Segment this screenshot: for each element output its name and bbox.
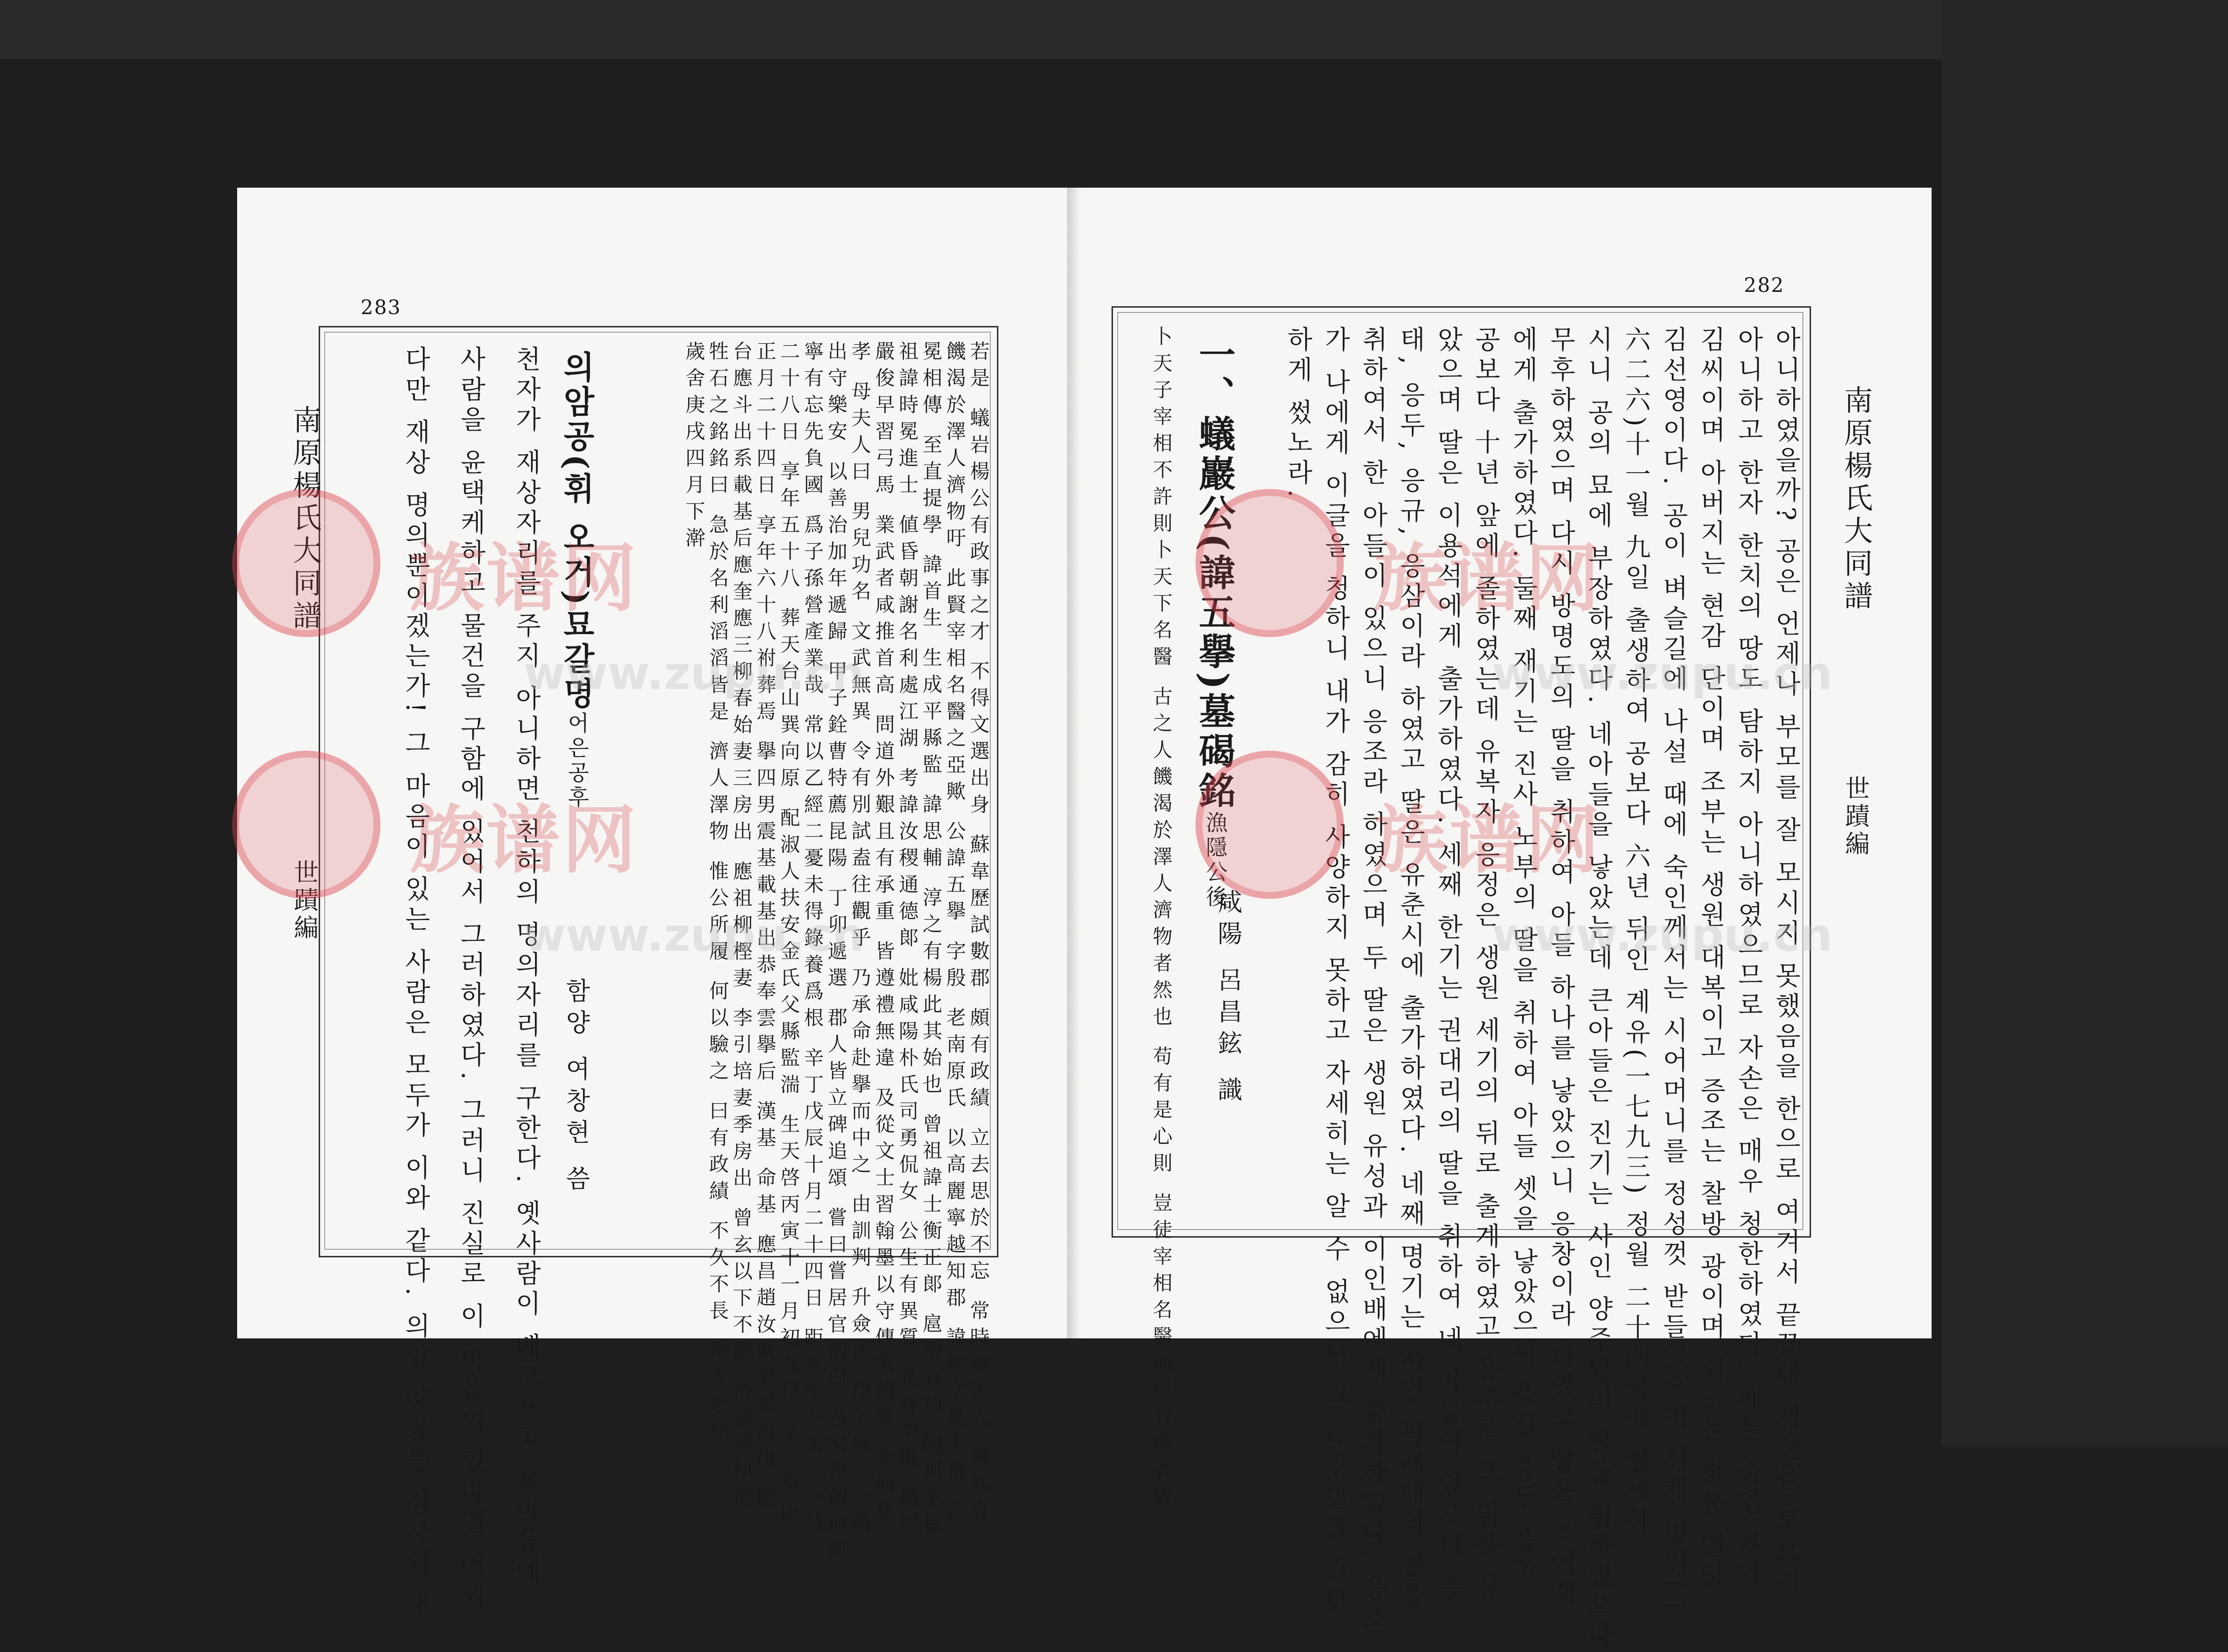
text-column: 孝 母夫人曰 男兒功名 文武無異 令有別試盍往觀乎 乃承命赴擧而中之 由訓判 升僉正 戊午以三公薦 [848,341,871,1540]
page-number: 282 [1744,274,1785,297]
text-column: 시니 공의 묘에 부장하였다. 네아들을 낳았는데 큰아들은 진기는 사인 양주남의 딸을 취하였으나 [1583,326,1612,1652]
watermark-seal [232,751,380,899]
text-column: 二十八日 享年五十八 葬天台山巽向原 配淑人扶安金氏父縣監湍 生天啓丙寅十一月初九日 卒于癸酉 [777,341,800,1527]
watermark-url: www.zupu.cn [524,909,865,962]
heading-subtitle: 漁隱公後 [1202,811,1227,910]
watermark-brand: 族谱网 [410,798,639,884]
text-column: 正月二十四日 享年六十八祔葬焉 擧四男震基載基出恭奉雲擧后 漢基 命基 應昌趙汝載妻長房出 應 [753,341,776,1514]
text-column: 에게 출가하였다. 둘째 재기는 진사 노부의 딸을 취하여 아들 셋을 낳았으니 응삼 응두 응조 [1508,326,1537,1587]
watermark-seal [1196,751,1344,899]
text-column: 牲石之銘銘曰 急於名利滔滔皆是 濟人澤物 惟公所履 何以驗之 曰有政績 不久不長 後人之惻 [706,341,729,1447]
text-column: 김씨이며 아버지는 현감 단이며 조부는 생원 대복이고 증조는 찰방 광이며 외조는 참봉 언양 [1695,326,1725,1592]
text-column: 았으며 딸은 이용석에게 출가하였다. 세째 한기는 권대리의 딸을 취하여 네 아들이 있으니 응 [1433,326,1462,1605]
hanja-text-block [622,341,990,1567]
running-title: 南原楊氏大同譜 [288,405,322,633]
text-column: 취하여서 한 아들이 있으니 응조라 하였으며 두 딸은 생원 유성과 이인배에게 출가하였다. 응조 [1358,326,1387,1635]
watermark-url: www.zupu.cn [1492,647,1833,700]
text-column: 천자가 재상자리를 주지 아니하면 천하의 명의자리를 구한다. 옛사람이 배고프고 목마름에 [511,346,540,1587]
scanner-background-left [0,0,2228,59]
text-column: 饑渴於澤人濟物吁 此賢宰相名醫之亞歟 公諱五擧 字殷 老南原氏 以高麗寧越知郡 諱敬文爲上祖 冠 [943,341,966,1527]
watermark-url: www.zupu.cn [1492,909,1833,962]
text-column: 태, 응두, 응규, 응삼이라 하였고 딸은 유춘시에 출가하였다. 네째 명기는 사인 곽재태의 딸을 [1395,326,1425,1612]
text-column: 若是 蟻岩楊公有政事之才 不得文選出身 蘇韋歷試數郡 頗有政績 立去思於不忘 常時與後人 稱其有 [967,341,990,1527]
signature: 함양 여창현 씀 [562,978,590,1197]
heading-number: 一、 [1193,336,1236,415]
text-column: 아니하고 한자 한치의 땅도 탐하지 아니하였으므로 자손은 매우 청한하였다. 배는 숙인 부안 [1733,326,1763,1592]
watermark-brand: 族谱网 [1373,536,1602,622]
text-column: 김선영이다. 공이 벼슬길에 나설 때에 숙인께서는 시어머니를 정성껏 받들었으며 천계 병인(一 [1658,326,1688,1624]
scanner-background-right [1941,0,2228,1447]
heading-title: 蟻巖公(諱五擧)墓碣銘 [1193,415,1236,811]
section-label: 世蹟編 [1841,775,1870,858]
left-page [237,188,1072,1622]
text-column: 冕相傳 至直提學 諱首生 生成平縣監 諱思輔 淳之有楊此其始也 曾祖諱士衡正郞 扈聖有功 贈都承旨 [919,341,942,1540]
text-column: 사람을 윤택케하고 물건을 구함에 있어서 그러하였다. 그러니 진실로 이 마음이 있다면 어찌 [455,346,485,1612]
watermark-seal [232,489,380,637]
text-column: 다만 재상 명의뿐이겠는가! 그 마음이 있는 사람은 모두가 이와 같다. 의암 양공은 정사의 재 [400,346,430,1622]
watermark-brand: 族谱网 [1373,798,1602,884]
section-label: 世蹟編 [290,859,319,942]
text-column: 가 나에게 이글을 청하니 내가 감히 사양하지 못하고 자세히는 알 수 없으나 그 대강만을 간단 [1320,326,1350,1617]
korean-text-block [1265,326,1800,1652]
watermark-seal [1196,489,1344,637]
watermark-url: www.zupu.cn [524,647,865,700]
text-column: 寧有忘先負國 爲子孫營產業哉 常以乙經二憂未得錄養爲根 辛丁戊辰十月二十四日 距其生辛未十一月 [801,341,824,1540]
korean-title-text: 의암공(휘 오거)묘갈명 [558,351,595,712]
signature: 咸陽 呂昌鉉 識 [1214,889,1242,1108]
text-column: 무후하였으며 다시 방명도의 딸을 취하여 아들 하나를 낳았으니 응창이라 하였고 딸은 조여재 [1545,326,1575,1610]
korean-subtitle: 어은공후 [564,711,589,810]
text-column: 하게 썼노라. [1282,326,1312,502]
hanja-text-column: 卜天子宰相不許則卜天下名醫 古之人饑渴於澤人濟物者然也 苟有是心則 豈徒宰相名醫而已有爲者皆 [1150,326,1172,1513]
watermark-brand: 族谱网 [410,536,639,622]
running-title: 南原楊氏大同譜 [1839,385,1873,613]
text-column: 祖諱時冕進士 値昏朝謝名利處江湖 考諱汝稷通德郞 妣咸陽朴氏司勇侃女 公生有異質 長身美髯 風姿 [896,341,918,1540]
text-column: 歲舍庚戌四月下澣 [682,341,705,554]
page-number: 283 [361,296,402,319]
text-column: 出守樂安 以善治加年遞歸 甲子銓曹特薦昆陽 丁卯遞選 郡人皆立碑追頌 嘗曰嘗居官淸白 吾家世傳遺風 [825,341,847,1567]
text-column: 六二六)十一월 九일 출생하여 공보다 六년 뒤인 계유(一七九三) 정월 二十四일에 별세하 [1620,326,1650,1537]
text-column: 嚴俊早習弓馬 業武者咸推首高 問道外艱且有承重 皆遵禮無違 及從文士習翰墨以守傳家緖業 奉偏慈 [872,341,895,1527]
text-column: 台應斗出系載基后應奎應三柳春始妻三房出 應祖柳樫妻 李引培妻季房出 曾玄以下不錄 後孫秉惲徵爲 [730,341,752,1540]
right-page [1082,188,1932,1652]
text-column: 공보다 十년 앞에 졸하였는데 유복자 응정은 생원 세기의 뒤로 출계하였고 응두로 그 뒤를 삼 [1470,326,1500,1605]
text-column: 아니하였을까? 공은 언제나 부모를 잘 모시지 못했음을 한으로 여겨서 끝끝내 재산을 모으지 [1771,326,1800,1598]
